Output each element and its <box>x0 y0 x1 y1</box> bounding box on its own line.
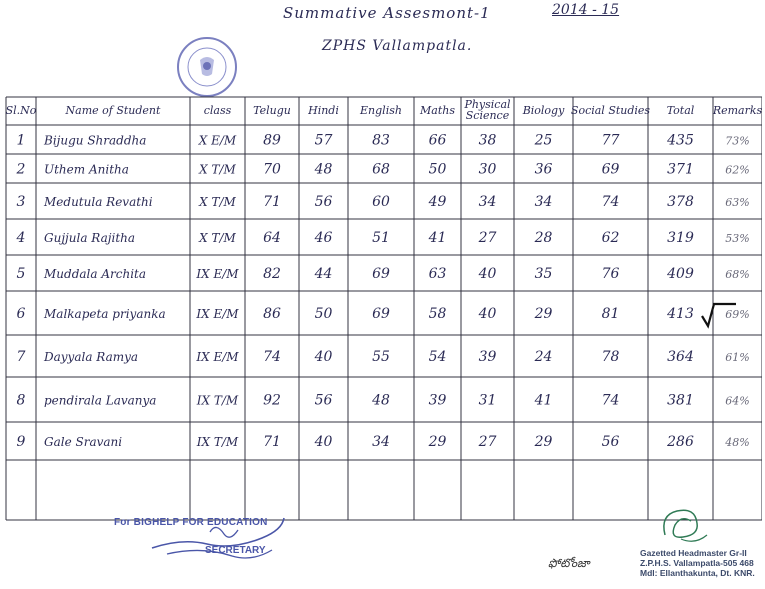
table-cell-english: 34 <box>372 434 390 450</box>
table-cell-hindi: 44 <box>314 266 333 282</box>
table-cell-sno: 6 <box>16 306 26 322</box>
column-header: Social Studies <box>570 104 651 117</box>
table-cell-remarks: 68% <box>725 268 750 281</box>
table-cell-biology: 35 <box>534 266 553 282</box>
table-cell-maths: 66 <box>428 132 447 149</box>
table-cell-physical-science: 40 <box>478 306 497 322</box>
column-header: Physical Science <box>464 98 511 122</box>
table-cell-maths: 39 <box>428 392 447 409</box>
table-cell-name: Dayyala Ramya <box>44 350 139 364</box>
column-header: Maths <box>420 104 455 117</box>
teacher-signature: ఫోటోంజా <box>548 556 590 570</box>
column-header: Biology <box>522 104 565 117</box>
table-cell-social: 81 <box>601 306 620 322</box>
table-cell-remarks: 48% <box>725 436 750 449</box>
table-cell-physical-science: 34 <box>478 194 497 210</box>
table-cell-social: 74 <box>601 392 620 409</box>
column-header: Remarks <box>712 104 762 117</box>
table-cell-telugu: 71 <box>263 194 281 210</box>
table-cell-class: IX T/M <box>196 393 239 408</box>
table-cell-physical-science: 38 <box>478 132 497 149</box>
table-cell-name: Medutula Revathi <box>44 195 153 209</box>
table-cell-social: 77 <box>601 132 620 149</box>
table-cell-name: Uthem Anitha <box>44 162 129 177</box>
table-cell-hindi: 56 <box>314 194 333 210</box>
table-cell-class: X T/M <box>199 231 236 245</box>
document-title: Summative Assesmont-1 <box>283 4 491 22</box>
table-cell-sno: 3 <box>16 194 26 210</box>
table-cell-name: Malkapeta priyanka <box>44 307 166 321</box>
table-cell-social: 78 <box>601 349 620 365</box>
table-cell-maths: 58 <box>428 306 447 322</box>
table-cell-maths: 54 <box>428 349 447 365</box>
table-cell-physical-science: 27 <box>478 434 497 450</box>
table-cell-sno: 5 <box>16 266 26 282</box>
school-seal-icon <box>176 36 238 98</box>
table-cell-english: 83 <box>372 132 390 149</box>
table-cell-remarks: 64% <box>725 394 750 408</box>
table-cell-biology: 34 <box>534 194 553 210</box>
table-cell-biology: 29 <box>534 434 553 450</box>
column-header: Hindi <box>308 104 339 117</box>
table-header <box>6 98 762 122</box>
table-cell-hindi: 56 <box>314 392 333 409</box>
table-cell-class: IX E/M <box>196 307 239 321</box>
table-cell-total: 319 <box>667 230 694 246</box>
table-cell-telugu: 71 <box>263 434 281 450</box>
table-cell-maths: 50 <box>428 161 447 178</box>
table-cell-social: 56 <box>601 434 620 450</box>
table-cell-name: pendirala Lavanya <box>44 393 157 408</box>
table-cell-class: X T/M <box>199 162 236 177</box>
table-cell-remarks: 73% <box>725 134 750 148</box>
table-cell-class: X E/M <box>198 133 237 148</box>
table-cell-remarks: 53% <box>725 232 750 245</box>
table-cell-class: IX E/M <box>196 350 239 364</box>
column-header: class <box>203 104 232 117</box>
table-cell-telugu: 92 <box>263 392 281 409</box>
tick-mark-icon <box>700 300 740 330</box>
table-cell-remarks: 62% <box>725 163 750 177</box>
table-cell-maths: 63 <box>428 266 447 282</box>
table-cell-maths: 29 <box>428 434 447 450</box>
table-cell-sno: 8 <box>16 392 26 409</box>
table-cell-english: 55 <box>372 349 390 365</box>
table-cell-total: 378 <box>667 194 694 210</box>
table-cell-sno: 7 <box>16 349 26 365</box>
table-cell-biology: 24 <box>534 349 553 365</box>
table-cell-remarks: 69% <box>725 308 750 321</box>
table-cell-physical-science: 27 <box>478 230 497 246</box>
column-header: Total <box>666 104 695 117</box>
table-cell-total: 381 <box>667 392 694 409</box>
table-cell-class: IX E/M <box>196 267 239 281</box>
table-cell-telugu: 82 <box>263 266 281 282</box>
table-cell-telugu: 86 <box>263 306 281 322</box>
table-cell-sno: 9 <box>16 434 26 450</box>
table-cell-sno: 2 <box>16 161 26 178</box>
table-cell-biology: 41 <box>534 392 553 409</box>
table-cell-physical-science: 40 <box>478 266 497 282</box>
table-cell-hindi: 50 <box>314 306 333 322</box>
table-cell-english: 68 <box>372 161 390 178</box>
table-cell-biology: 36 <box>534 161 553 178</box>
table-cell-social: 69 <box>601 161 620 178</box>
table-cell-sno: 4 <box>16 230 26 246</box>
table-cell-biology: 25 <box>534 132 553 149</box>
table-cell-hindi: 48 <box>314 161 333 178</box>
table-cell-social: 74 <box>601 194 620 210</box>
table-cell-english: 69 <box>372 266 390 282</box>
column-header: English <box>360 104 402 117</box>
table-cell-social: 76 <box>601 266 620 282</box>
table-cell-biology: 29 <box>534 306 553 322</box>
table-cell-total: 286 <box>667 434 694 450</box>
table-cell-total: 413 <box>667 306 694 322</box>
secretary-label: SECRETARY <box>205 545 266 556</box>
table-cell-remarks: 61% <box>725 351 750 364</box>
table-cell-hindi: 57 <box>314 132 333 149</box>
table-cell-name: Muddala Archita <box>44 267 147 281</box>
table-cell-telugu: 64 <box>263 230 281 246</box>
academic-year: 2014 - 15 <box>552 2 620 18</box>
table-cell-maths: 49 <box>428 194 447 210</box>
column-header: Sl.No <box>5 104 37 117</box>
table-cell-hindi: 40 <box>314 349 333 365</box>
headmaster-stamp <box>640 548 755 578</box>
table-cell-name: Gujjula Rajitha <box>44 231 136 245</box>
column-header: Telugu <box>253 104 291 117</box>
table-cell-physical-science: 39 <box>478 349 497 365</box>
table-cell-english: 60 <box>372 194 390 210</box>
hm-title: Gazetted Headmaster Gr-II <box>640 548 747 558</box>
marks-table <box>2 95 762 522</box>
table-cell-total: 435 <box>667 132 694 149</box>
table-cell-physical-science: 30 <box>478 161 497 178</box>
table-cell-class: X T/M <box>199 195 236 209</box>
table-cell-telugu: 74 <box>263 349 281 365</box>
table-cell-biology: 28 <box>534 230 553 246</box>
table-cell-english: 48 <box>372 392 390 409</box>
headmaster-signature-icon <box>655 505 710 545</box>
table-cell-social: 62 <box>601 230 620 246</box>
table-cell-english: 69 <box>372 306 390 322</box>
table-cell-telugu: 70 <box>263 161 281 178</box>
hm-mandal: Mdl: Ellanthakunta, Dt. KNR. <box>640 568 755 578</box>
table-cell-total: 409 <box>667 266 694 282</box>
table-cell-hindi: 46 <box>314 230 333 246</box>
table-cell-maths: 41 <box>428 230 447 246</box>
table-cell-telugu: 89 <box>263 132 281 149</box>
table-cell-name: Bijugu Shraddha <box>44 133 147 148</box>
school-name: ZPHS Vallampatla. <box>322 38 473 54</box>
table-cell-english: 51 <box>372 230 390 246</box>
table-cell-hindi: 40 <box>314 434 333 450</box>
hm-school: Z.P.H.S. Vallampatla-505 468 <box>640 558 754 568</box>
column-header: Name of Student <box>65 104 161 117</box>
table-cell-remarks: 63% <box>725 196 750 209</box>
table-cell-class: IX T/M <box>196 435 239 449</box>
table-cell-sno: 1 <box>16 132 26 149</box>
table-cell-total: 364 <box>667 349 694 365</box>
table-cell-name: Gale Sravani <box>44 435 123 449</box>
table-cell-physical-science: 31 <box>478 392 497 409</box>
bighelp-org-text: For BIGHELP FOR EDUCATION <box>114 517 268 528</box>
table-cell-total: 371 <box>667 161 694 178</box>
